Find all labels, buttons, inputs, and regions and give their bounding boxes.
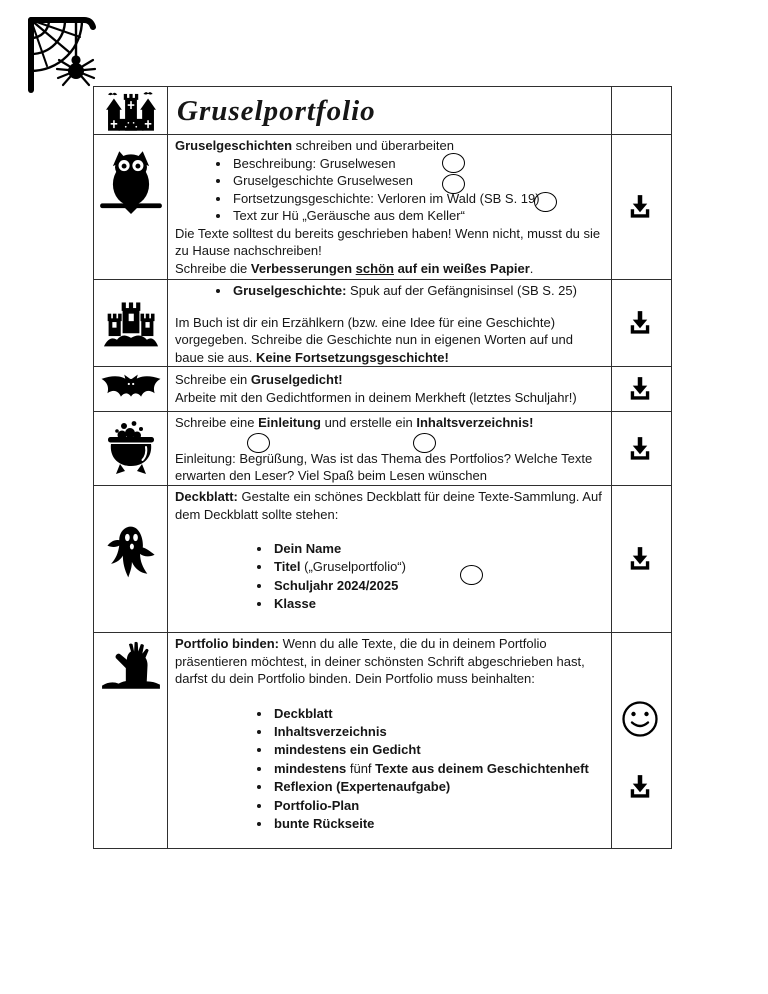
list-item: • Dein Name bbox=[272, 540, 603, 558]
owl-intro: Gruselgeschichten schreiben und überarbeiten bbox=[175, 138, 454, 153]
table-row-gruselgedicht bbox=[94, 367, 671, 412]
empty-check-circle bbox=[442, 153, 465, 173]
table-row-portfolio-binden bbox=[94, 633, 671, 848]
list-item: • Titel („Gruselportfolio“) bbox=[272, 558, 603, 576]
list-item: • Inhaltsverzeichnis bbox=[272, 723, 603, 741]
empty-check-circle bbox=[460, 565, 483, 585]
empty-check-circle bbox=[247, 433, 270, 453]
table-row-deckblatt bbox=[94, 486, 671, 633]
owl-note: Die Texte solltest du bereits geschrieben haben! Wenn nicht, musst du sie zu Hause nachschreiben! bbox=[175, 225, 601, 258]
bat-icon bbox=[99, 373, 163, 405]
haunted-castle-icon bbox=[101, 90, 161, 132]
bat-line2: Arbeite mit den Gedichtformen in deinem Merkheft (letztes Schuljahr!) bbox=[175, 389, 577, 405]
download-icon[interactable] bbox=[625, 192, 655, 222]
ghost-bullet-list bbox=[175, 540, 603, 614]
zombie-hand-icon bbox=[100, 641, 162, 691]
smiley-icon bbox=[620, 699, 660, 739]
cauldron-icon bbox=[104, 420, 158, 478]
table-row-einleitung bbox=[94, 412, 671, 486]
download-icon[interactable] bbox=[625, 544, 655, 574]
hand-intro: Portfolio binden: Wenn du alle Texte, die du in deinem Portfolio präsentieren möchtest, in deiner schönsten Schrift abgeschrieben hast, darfst du dein Portfolio binden. Dein Portfolio muss beinhalten: bbox=[175, 636, 585, 686]
page-title: Gruselportfolio bbox=[177, 95, 376, 127]
list-item: • Reflexion (Expertenaufgabe) bbox=[272, 778, 603, 796]
table-row-header bbox=[94, 87, 671, 135]
list-item: • Portfolio-Plan bbox=[272, 797, 603, 815]
castle-paragraph: Im Buch ist dir ein Erzählkern (bzw. eine Idee für eine Geschichte) vorgegeben. Schreibe die Geschichte nun in eigenen Worten auf und baue sie aus. Keine Fortsetzungsgeschichte! bbox=[175, 314, 573, 365]
download-icon[interactable] bbox=[625, 434, 655, 464]
table-row-gruselgeschichten bbox=[94, 135, 671, 280]
owl-task: Schreibe die Verbesserungen schön auf ein weißes Papier. bbox=[175, 260, 534, 276]
bat-line1: Schreibe ein Gruselgedicht! bbox=[175, 372, 343, 387]
list-item: • mindestens fünf Texte aus deinem Geschichtenheft bbox=[272, 760, 603, 778]
list-item: • Klasse bbox=[272, 595, 603, 613]
list-item: • Deckblatt bbox=[272, 705, 603, 723]
empty-check-circle bbox=[442, 174, 465, 194]
ghost-icon bbox=[106, 523, 156, 581]
cauldron-check-line bbox=[175, 432, 603, 450]
castle-bullet-list bbox=[175, 282, 603, 300]
download-icon[interactable] bbox=[625, 374, 655, 404]
list-item: • Gruselgeschichte Gruselwesen bbox=[231, 172, 603, 190]
owl-bullet-list bbox=[175, 155, 603, 225]
cauldron-line1: Schreibe eine Einleitung und erstelle ein Inhaltsverzeichnis! bbox=[175, 415, 534, 430]
download-icon[interactable] bbox=[625, 772, 655, 802]
list-item: • Beschreibung: Gruselwesen bbox=[231, 155, 603, 173]
list-item: • bunte Rückseite bbox=[272, 815, 603, 833]
download-icon[interactable] bbox=[625, 308, 655, 338]
empty-check-circle bbox=[534, 192, 557, 212]
list-item: • Gruselgeschichte: Spuk auf der Gefängnisinsel (SB S. 25) bbox=[231, 282, 603, 300]
castle-icon bbox=[103, 298, 159, 348]
cauldron-paragraph: Einleitung: Begrüßung, Was ist das Thema des Portfolios? Welche Texte erwarten den Leser? Viel Spaß beim Lesen wünschen bbox=[175, 450, 593, 483]
portfolio-task-table bbox=[93, 86, 672, 849]
list-item: • Text zur Hü „Geräusche aus dem Keller“ bbox=[231, 207, 603, 225]
empty-check-circle bbox=[413, 433, 436, 453]
ghost-intro: Deckblatt: Gestalte ein schönes Deckblatt für deine Texte-Sammlung. Auf dem Deckblatt sollte stehen: bbox=[175, 489, 602, 522]
list-item: • Fortsetzungsgeschichte: Verloren im Wald (SB S. 19) bbox=[231, 190, 603, 208]
hand-bullet-list bbox=[175, 705, 603, 834]
spider-web-icon bbox=[24, 10, 104, 94]
table-row-gruselgeschichte-buch bbox=[94, 280, 671, 367]
list-item: • mindestens ein Gedicht bbox=[272, 741, 603, 759]
owl-icon bbox=[99, 148, 163, 214]
header-action-cell bbox=[612, 87, 668, 134]
list-item: • Schuljahr 2024/2025 bbox=[272, 577, 603, 595]
